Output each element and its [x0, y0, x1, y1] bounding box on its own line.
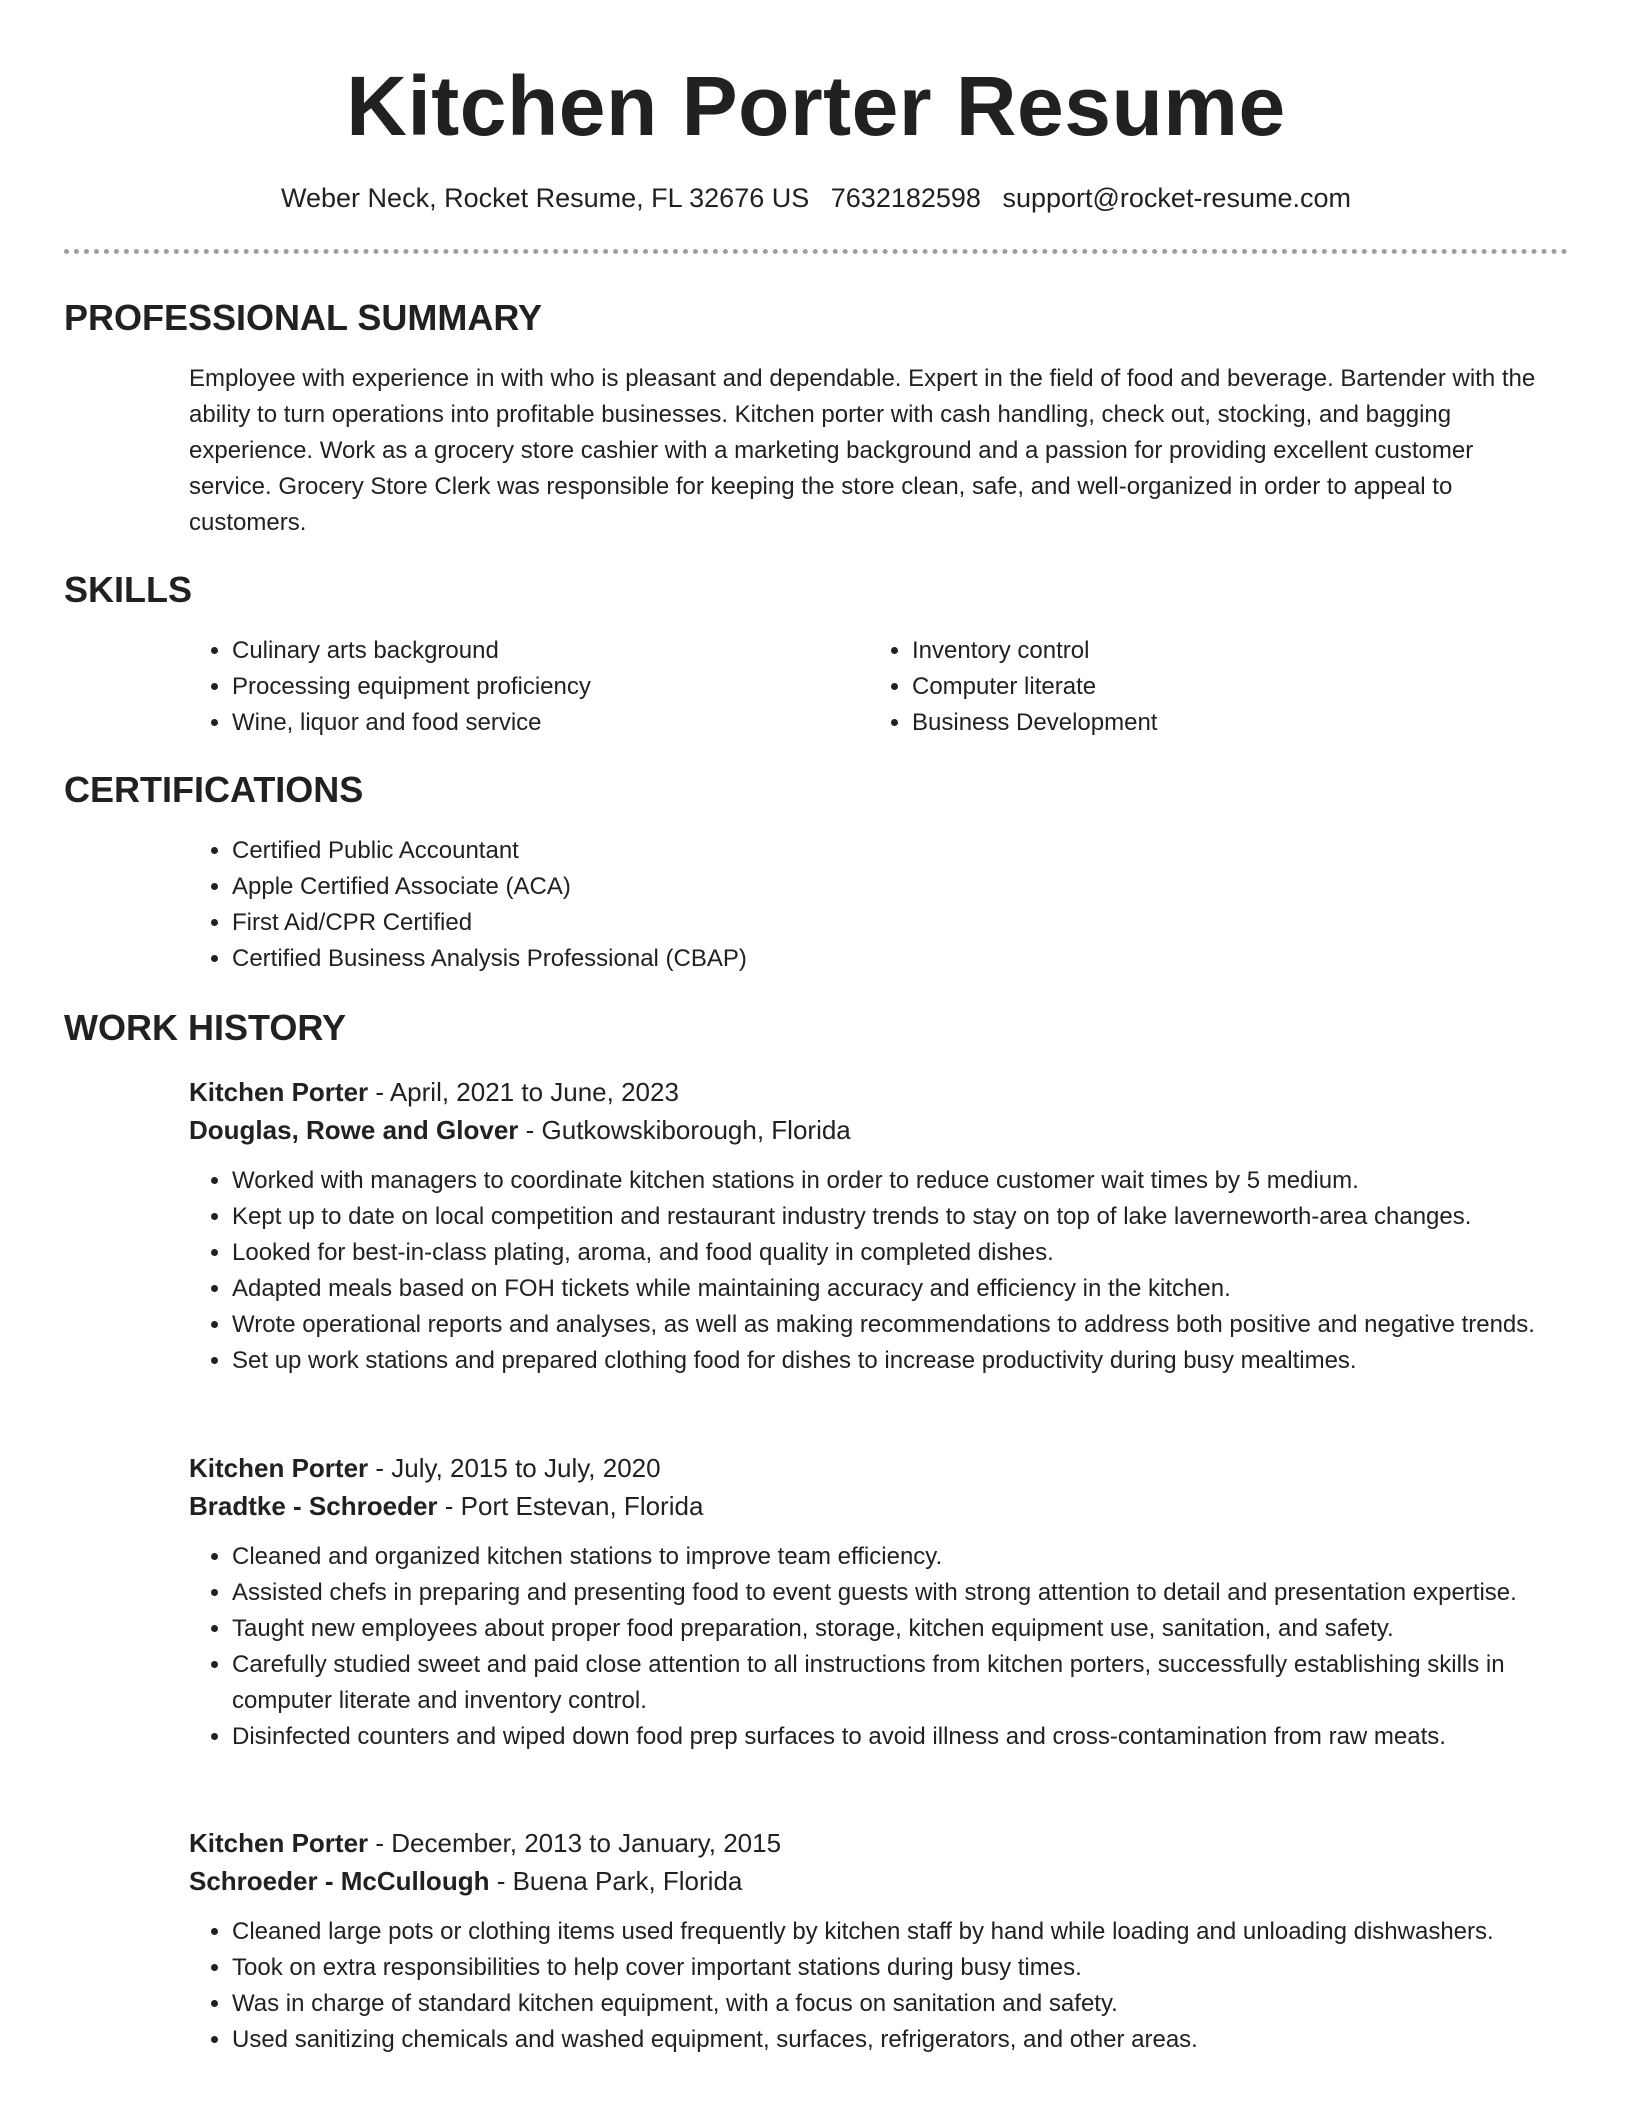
job-dates: - April, 2021 to June, 2023 — [368, 1077, 679, 1107]
job-company-line — [189, 1487, 1549, 1525]
skills-section — [189, 633, 1549, 741]
job-company: Douglas, Rowe and Glover — [189, 1115, 519, 1145]
header-divider — [64, 249, 1568, 254]
job-bullet: • Took on extra responsibilities to help cover important stations during busy times. — [232, 1950, 1549, 1986]
job-bullet: • Adapted meals based on FOH tickets while maintaining accuracy and efficiency in the kitchen. — [232, 1271, 1549, 1307]
job-location: - Buena Park, Florida — [489, 1866, 743, 1896]
job-bullet: • Cleaned and organized kitchen stations to improve team efficiency. — [232, 1539, 1549, 1575]
job-bullets — [189, 1539, 1549, 1755]
summary-heading: PROFESSIONAL SUMMARY — [64, 297, 543, 338]
job-bullet: • Assisted chefs in preparing and presenting food to event guests with strong attention to detail and presentation expertise. — [232, 1575, 1549, 1611]
job-bullet: • Disinfected counters and wiped down food prep surfaces to avoid illness and cross-contamination from raw meats. — [232, 1719, 1549, 1755]
job-dates: - July, 2015 to July, 2020 — [368, 1453, 661, 1483]
job-company-line — [189, 1111, 1549, 1149]
job-title-line — [189, 1449, 1549, 1487]
job-location: - Gutkowskiborough, Florida — [518, 1115, 851, 1145]
skill-item: • Culinary arts background — [232, 633, 869, 669]
job-company-line — [189, 1862, 1549, 1900]
skill-item: • Business Development — [912, 705, 1549, 741]
job-dates: - December, 2013 to January, 2015 — [368, 1828, 782, 1858]
skill-item: • Computer literate — [912, 669, 1549, 705]
job-bullet: • Cleaned large pots or clothing items used frequently by kitchen staff by hand while loading and unloading dishwashers. — [232, 1914, 1549, 1950]
job-bullet: • Carefully studied sweet and paid close attention to all instructions from kitchen porters, successfully establishing skills in computer literate and inventory control. — [232, 1647, 1549, 1719]
job-bullet: • Used sanitizing chemicals and washed equipment, surfaces, refrigerators, and other areas. — [232, 2022, 1549, 2058]
skill-item: • Wine, liquor and food service — [232, 705, 869, 741]
job-entry — [189, 1824, 1549, 2058]
contact-line — [0, 180, 1632, 216]
job-bullet: • Was in charge of standard kitchen equipment, with a focus on sanitation and safety. — [232, 1986, 1549, 2022]
certification-item: • Certified Business Analysis Professional (CBAP) — [232, 941, 1549, 977]
job-bullets — [189, 1914, 1549, 2058]
job-title: Kitchen Porter — [189, 1453, 369, 1483]
job-bullet: • Set up work stations and prepared clothing food for dishes to increase productivity during busy mealtimes. — [232, 1343, 1549, 1379]
job-entry — [189, 1073, 1549, 1379]
contact-email: support@rocket-resume.com — [1002, 183, 1351, 213]
job-title: Kitchen Porter — [189, 1077, 369, 1107]
certification-item: • First Aid/CPR Certified — [232, 905, 1549, 941]
certifications-heading: CERTIFICATIONS — [64, 769, 364, 810]
summary-section — [189, 361, 1549, 541]
summary-text: Employee with experience in with who is pleasant and dependable. Expert in the field of food and beverage. Bartender with the ability to turn operations into profitable businesses. Kitchen porter with cash handling, check out, stocking, and bagging experience. Work as a grocery store cashier with a marketing background and a passion for providing excellent customer service. Grocery Store Clerk was responsible for keeping the store clean, safe, and well-organized in order to appeal to customers. — [189, 365, 1536, 536]
skill-item: • Inventory control — [912, 633, 1549, 669]
job-bullet: • Worked with managers to coordinate kitchen stations in order to reduce customer wait times by 5 medium. — [232, 1163, 1549, 1199]
page-title: Kitchen Porter Resume — [346, 59, 1286, 153]
job-title-line — [189, 1073, 1549, 1111]
job-location: - Port Estevan, Florida — [437, 1491, 704, 1521]
job-company: Schroeder - McCullough — [189, 1866, 490, 1896]
work-history-heading: WORK HISTORY — [64, 1007, 347, 1048]
skills-list-left — [189, 633, 869, 741]
skills-heading: SKILLS — [64, 569, 193, 610]
certifications-list — [189, 833, 1549, 977]
job-title: Kitchen Porter — [189, 1828, 369, 1858]
job-bullet: • Taught new employees about proper food preparation, storage, kitchen equipment use, sanitation, and safety. — [232, 1611, 1549, 1647]
job-company: Bradtke - Schroeder — [189, 1491, 438, 1521]
skills-list-right — [869, 633, 1549, 741]
contact-address: Weber Neck, Rocket Resume, FL 32676 US — [281, 183, 810, 213]
job-bullet: • Looked for best-in-class plating, aroma, and food quality in completed dishes. — [232, 1235, 1549, 1271]
job-title-line — [189, 1824, 1549, 1862]
job-entry — [189, 1449, 1549, 1755]
certification-item: • Apple Certified Associate (ACA) — [232, 869, 1549, 905]
job-bullet: • Kept up to date on local competition and restaurant industry trends to stay on top of lake laverneworth-area changes. — [232, 1199, 1549, 1235]
skill-item: • Processing equipment proficiency — [232, 669, 869, 705]
contact-phone: 7632182598 — [830, 183, 981, 213]
certifications-section — [189, 833, 1549, 977]
job-bullet: • Wrote operational reports and analyses, as well as making recommendations to address both positive and negative trends. — [232, 1307, 1549, 1343]
certification-item: • Certified Public Accountant — [232, 833, 1549, 869]
job-bullets — [189, 1163, 1549, 1379]
